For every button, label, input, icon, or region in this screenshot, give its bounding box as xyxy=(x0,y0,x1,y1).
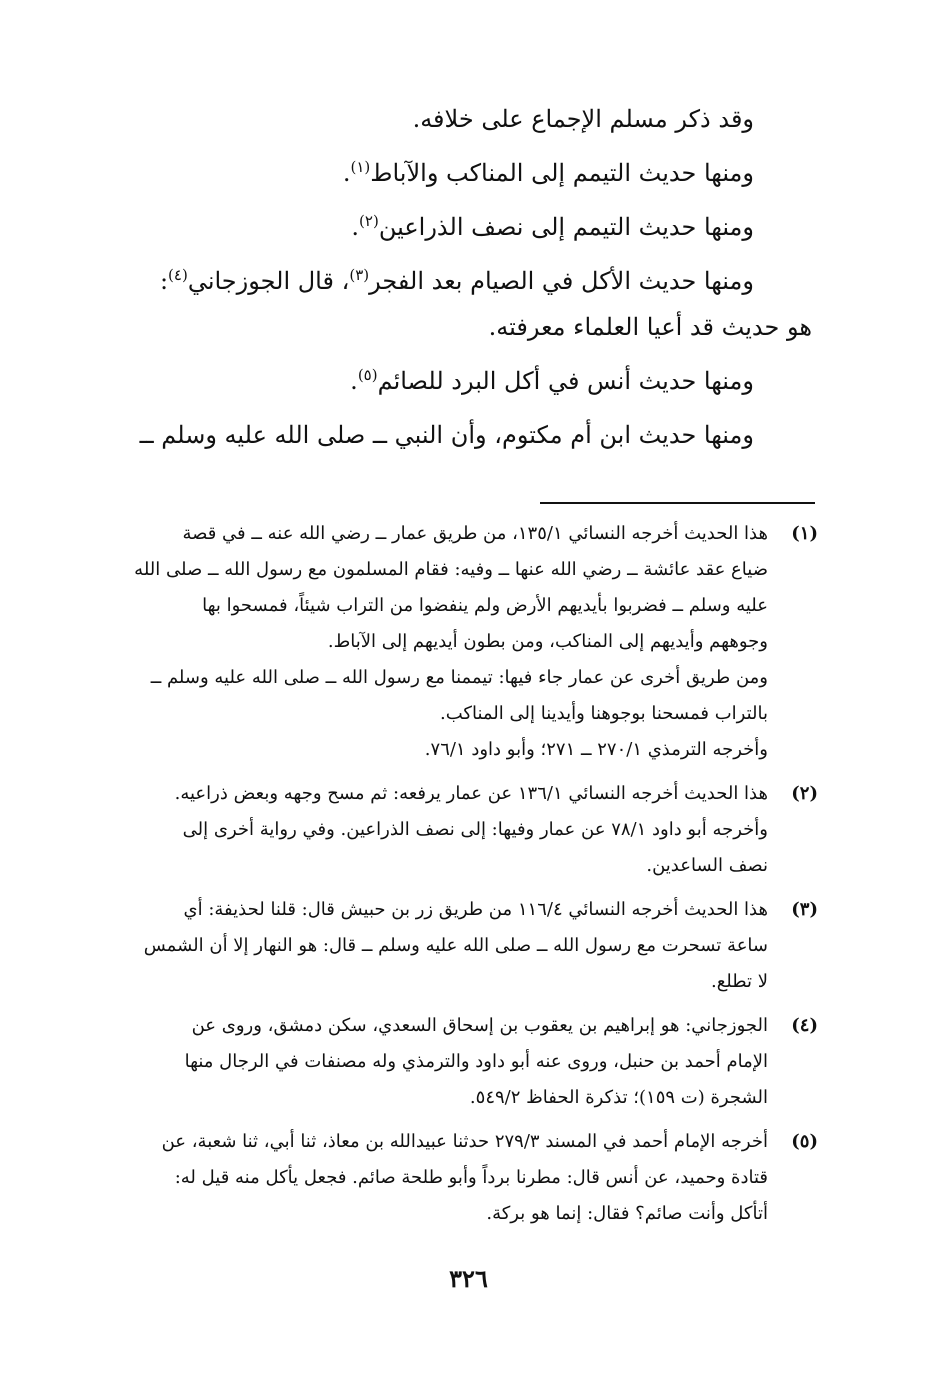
paragraph-4-continuation xyxy=(112,304,812,350)
footnote-5-line-2: قتادة وحميد، عن أنس قال: مطرنا برداً وأبو طلحة صائم. فجعل يأكل منه قيل له: xyxy=(174,1167,768,1188)
paragraph-3-tail: . xyxy=(351,213,360,241)
footnote-4-line-3: الشجرة (ت ١٥٩)؛ تذكرة الحفاظ ٥٤٩/٢. xyxy=(469,1087,768,1108)
footnote-ref-1[interactable]: (١) xyxy=(350,158,371,176)
footnote-2 xyxy=(110,776,818,884)
footnote-4-line-2: الإمام أحمد بن حنبل، وروى عنه أبو داود والترمذي وله مصنفات في الرجال منها xyxy=(184,1051,768,1072)
paragraph-2-tail: . xyxy=(342,159,351,187)
footnote-1-line-7: وأخرجه الترمذي ٢٧٠/١ ــ ٢٧١؛ وأبو داود ٧٦/١. xyxy=(424,739,768,760)
footnote-3 xyxy=(110,892,818,1000)
paragraph-4-tail: : xyxy=(159,267,169,295)
footnote-ref-4[interactable]: (٤) xyxy=(168,266,188,284)
paragraph-2 xyxy=(112,150,812,196)
page-number: ٣٢٦ xyxy=(449,1264,488,1293)
paragraph-4-text: ومنها حديث الأكل في الصيام بعد الفجر xyxy=(369,267,754,295)
footnote-5-line-3: أتأكل وأنت صائم؟ فقال: إنما هو بركة. xyxy=(486,1203,768,1224)
footnote-3-line-1: هذا الحديث أخرجه النسائي ١١٦/٤ من طريق زر بن حبيش قال: قلنا لحذيفة: أي xyxy=(183,899,768,920)
paragraph-4 xyxy=(112,258,812,304)
paragraph-5-text: ومنها حديث أنس في أكل البرد للصائم xyxy=(377,367,754,395)
paragraph-5-tail: . xyxy=(350,367,358,395)
footnote-5 xyxy=(110,1124,818,1232)
footnote-4-number: (٤) xyxy=(791,1015,818,1036)
paragraph-1 xyxy=(112,96,812,142)
main-text xyxy=(112,96,812,466)
footnote-2-line-3: نصف الساعدين. xyxy=(646,855,768,876)
paragraph-6 xyxy=(112,412,812,458)
footnote-4 xyxy=(110,1008,818,1116)
paragraph-3 xyxy=(112,204,812,250)
paragraph-6-text: ومنها حديث ابن أم مكتوم، وأن النبي ــ صلى الله عليه وسلم ــ xyxy=(139,421,754,449)
paragraph-3-text: ومنها حديث التيمم إلى نصف الذراعين xyxy=(378,213,754,241)
footnote-1-line-4: وجوههم وأيديهم إلى المناكب، ومن بطون أيديهم إلى الآباط. xyxy=(327,631,768,652)
footnote-4-line-1: الجوزجاني: هو إبراهيم بن يعقوب بن إسحاق السعدي، سكن دمشق، وروى عن xyxy=(191,1015,768,1036)
footnote-1-line-3: عليه وسلم ــ فضربوا بأيديهم الأرض ولم ينفضوا من التراب شيئاً، فمسحوا بها xyxy=(202,595,768,616)
footnote-5-line-1: أخرجه الإمام أحمد في المسند ٢٧٩/٣ حدثنا عبيدالله بن معاذ، ثنا أبي، ثنا شعبة، عن xyxy=(161,1131,768,1152)
footnote-1-number: (١) xyxy=(791,523,818,544)
footnote-5-number: (٥) xyxy=(791,1131,818,1152)
footnote-1-line-5: ومن طريق أخرى عن عمار جاء فيها: تيممنا مع رسول الله ــ صلى الله عليه وسلم ــ xyxy=(150,667,768,688)
footnotes xyxy=(110,516,818,1240)
paragraph-1-text: وقد ذكر مسلم الإجماع على خلافه. xyxy=(412,105,754,133)
paragraph-4-mid: ، قال الجوزجاني xyxy=(187,267,350,295)
footnote-ref-2[interactable]: (٢) xyxy=(359,212,379,230)
paragraph-5 xyxy=(112,358,812,404)
footnote-3-line-3: لا تطلع. xyxy=(710,971,768,992)
footnote-1-line-6: بالتراب فمسحنا بوجوهنا وأيدينا إلى المناكب. xyxy=(440,703,768,724)
footnote-3-line-2: ساعة تسحرت مع رسول الله ــ صلى الله عليه وسلم ــ قال: هو النهار إلا أن الشمس xyxy=(143,935,768,956)
paragraph-2-text: ومنها حديث التيمم إلى المناكب والآباط xyxy=(370,159,754,187)
footnote-2-line-2: وأخرجه أبو داود ٧٨/١ عن عمار وفيها: إلى نصف الذراعين. وفي رواية أخرى إلى xyxy=(182,819,768,840)
footnote-1-line-1: هذا الحديث أخرجه النسائي ١٣٥/١، من طريق عمار ــ رضي الله عنه ــ في قصة xyxy=(182,523,768,544)
footnote-2-line-1: هذا الحديث أخرجه النسائي ١٣٦/١ عن عمار يرفعه: ثم مسح وجهه وبعض ذراعيه. xyxy=(174,783,768,804)
footnote-ref-3[interactable]: (٣) xyxy=(349,266,370,284)
footnote-2-number: (٢) xyxy=(791,783,818,804)
footnote-ref-5[interactable]: (٥) xyxy=(357,366,378,384)
paragraph-4-continuation-text: هو حديث قد أعيا العلماء معرفته. xyxy=(488,313,812,341)
footnote-1-line-2: ضياع عقد عائشة ــ رضي الله عنها ــ وفيه: فقام المسلمون مع رسول الله ــ صلى الله xyxy=(134,559,768,580)
footnote-3-number: (٣) xyxy=(791,899,818,920)
footnote-1 xyxy=(110,516,818,768)
footnote-divider xyxy=(540,502,815,504)
